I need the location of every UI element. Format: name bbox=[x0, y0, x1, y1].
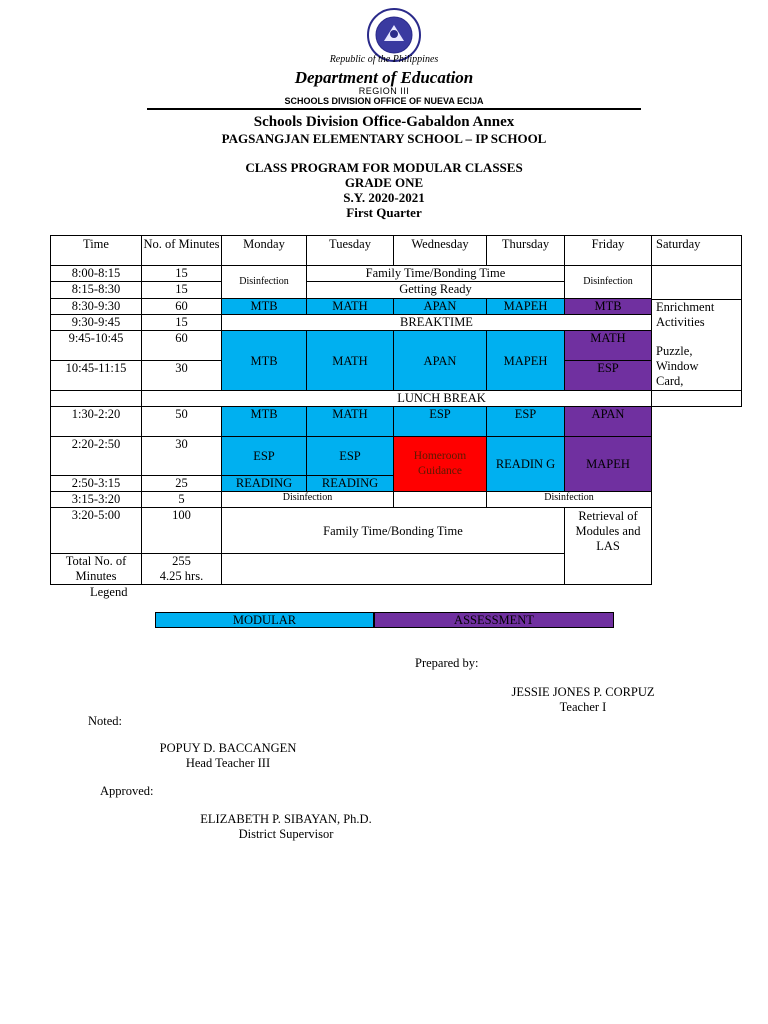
getting-ready-cell: Getting Ready bbox=[306, 281, 565, 299]
region-line: REGION III bbox=[358, 86, 410, 96]
wednesday-esp: ESP bbox=[393, 406, 487, 437]
minutes-cell: 5 bbox=[141, 491, 222, 508]
prepared-by-title: Teacher I bbox=[559, 700, 607, 714]
friday-apan-assessment: APAN bbox=[564, 406, 652, 437]
time-cell: 3:15-3:20 bbox=[50, 491, 142, 508]
department-name: Department of Education bbox=[294, 68, 474, 87]
noted-name: POPUY D. BACCANGEN bbox=[159, 741, 297, 755]
time-cell: 8:15-8:30 bbox=[50, 281, 142, 299]
saturday-enrichment-text: Enrichment Activities bbox=[656, 300, 715, 329]
wednesday-apan-2: APAN bbox=[393, 330, 487, 391]
friday-mtb-assessment: MTB bbox=[564, 298, 652, 315]
family-time-cell: Family Time/Bonding Time bbox=[306, 265, 565, 282]
minutes-cell: 15 bbox=[141, 281, 222, 299]
time-cell: 8:30-9:30 bbox=[50, 298, 142, 315]
lunch-break-cell: LUNCH BREAK bbox=[141, 390, 742, 407]
approved-name: ELIZABETH P. SIBAYAN, Ph.D. bbox=[200, 812, 372, 826]
saturday-activities-text: Puzzle, Window Card, bbox=[656, 344, 699, 388]
prepared-by-name: JESSIE JONES P. CORPUZ bbox=[511, 685, 655, 699]
monday-esp: ESP bbox=[221, 436, 307, 476]
time-cell: 2:50-3:15 bbox=[50, 475, 142, 492]
total-empty-cell bbox=[221, 553, 565, 585]
thursday-mapeh-1: MAPEH bbox=[486, 298, 565, 315]
header-friday: Friday bbox=[564, 235, 652, 266]
friday-mapeh-assessment: MAPEH bbox=[564, 436, 652, 492]
minutes-cell: 100 bbox=[141, 507, 222, 554]
monday-mtb-1: MTB bbox=[221, 298, 307, 315]
program-title: CLASS PROGRAM FOR MODULAR CLASSES bbox=[245, 160, 523, 175]
total-minutes-cell bbox=[141, 553, 222, 585]
approved-label: Approved: bbox=[100, 784, 154, 798]
republic-line: Republic of the Philippines bbox=[329, 54, 439, 65]
minutes-cell: 15 bbox=[141, 265, 222, 282]
noted-title: Head Teacher III bbox=[185, 756, 271, 770]
noted-label: Noted: bbox=[88, 714, 123, 728]
time-cell: 10:45-11:15 bbox=[50, 360, 142, 391]
grade-title: GRADE ONE bbox=[344, 175, 424, 190]
header-tuesday: Tuesday bbox=[306, 235, 394, 266]
school-title: PAGSANGJAN ELEMENTARY SCHOOL – IP SCHOOL bbox=[221, 131, 547, 146]
school-year: S.Y. 2020-2021 bbox=[343, 190, 425, 205]
monday-disinfection: Disinfection bbox=[221, 265, 307, 299]
total-label-cell: Total No. of Minutes bbox=[50, 553, 142, 585]
monday-reading: READING bbox=[221, 475, 307, 492]
monday-mtb-2: MTB bbox=[221, 330, 307, 391]
time-cell: 1:30-2:20 bbox=[50, 406, 142, 437]
header-minutes: No. of Minutes bbox=[141, 235, 222, 266]
office-title: Schools Division Office-Gabaldon Annex bbox=[253, 114, 515, 130]
header-divider bbox=[147, 108, 641, 110]
friday-esp-assessment: ESP bbox=[564, 360, 652, 391]
disinfection-thu-fri: Disinfection bbox=[486, 491, 652, 508]
monday-mtb-3: MTB bbox=[221, 406, 307, 437]
wednesday-apan-1: APAN bbox=[393, 298, 487, 315]
total-hours: 4.25 hrs. bbox=[159, 569, 204, 583]
time-cell: 2:20-2:50 bbox=[50, 436, 142, 476]
tuesday-reading: READING bbox=[306, 475, 394, 492]
minutes-cell: 30 bbox=[141, 436, 222, 476]
total-minutes: 255 bbox=[172, 554, 191, 568]
tuesday-esp: ESP bbox=[306, 436, 394, 476]
legend-assessment: ASSESSMENT bbox=[374, 612, 614, 628]
approved-title: District Supervisor bbox=[238, 827, 334, 841]
retrieval-of-modules-cell: Retrieval of Modules and LAS bbox=[564, 507, 652, 585]
prepared-by-label: Prepared by: bbox=[415, 656, 479, 670]
time-cell: 3:20-5:00 bbox=[50, 507, 142, 554]
disinfection-mon-tue: Disinfection bbox=[221, 491, 394, 508]
tuesday-math-1: MATH bbox=[306, 298, 394, 315]
quarter-title: First Quarter bbox=[346, 205, 422, 220]
time-cell: 9:45-10:45 bbox=[50, 330, 142, 361]
tuesday-math-2: MATH bbox=[306, 330, 394, 391]
minutes-cell: 15 bbox=[141, 314, 222, 331]
header-time: Time bbox=[50, 235, 142, 266]
wednesday-homeroom-guidance: Homeroom Guidance bbox=[393, 436, 487, 492]
minutes-cell: 60 bbox=[141, 298, 222, 315]
minutes-cell: 30 bbox=[141, 360, 222, 391]
friday-disinfection: Disinfection bbox=[564, 265, 652, 299]
lunch-empty-cell bbox=[50, 390, 142, 407]
saturday-empty-cell bbox=[651, 265, 742, 300]
friday-math-assessment: MATH bbox=[564, 330, 652, 361]
header-thursday: Thursday bbox=[486, 235, 565, 266]
thursday-reading: READIN G bbox=[486, 436, 565, 492]
header-monday: Monday bbox=[221, 235, 307, 266]
minutes-cell: 50 bbox=[141, 406, 222, 437]
minutes-cell: 60 bbox=[141, 330, 222, 361]
breaktime-cell: BREAKTIME bbox=[221, 314, 652, 331]
time-cell: 8:00-8:15 bbox=[50, 265, 142, 282]
time-cell: 9:30-9:45 bbox=[50, 314, 142, 331]
tuesday-math-3: MATH bbox=[306, 406, 394, 437]
thursday-esp: ESP bbox=[486, 406, 565, 437]
header-saturday: Saturday bbox=[651, 235, 742, 266]
thursday-mapeh-2: MAPEH bbox=[486, 330, 565, 391]
header-wednesday: Wednesday bbox=[393, 235, 487, 266]
division-office-line: SCHOOLS DIVISION OFFICE OF NUEVA ECIJA bbox=[284, 96, 484, 106]
legend-modular: MODULAR bbox=[155, 612, 374, 628]
legend-label: Legend bbox=[90, 585, 128, 599]
minutes-cell: 25 bbox=[141, 475, 222, 492]
family-time-afternoon: Family Time/Bonding Time bbox=[221, 507, 565, 554]
